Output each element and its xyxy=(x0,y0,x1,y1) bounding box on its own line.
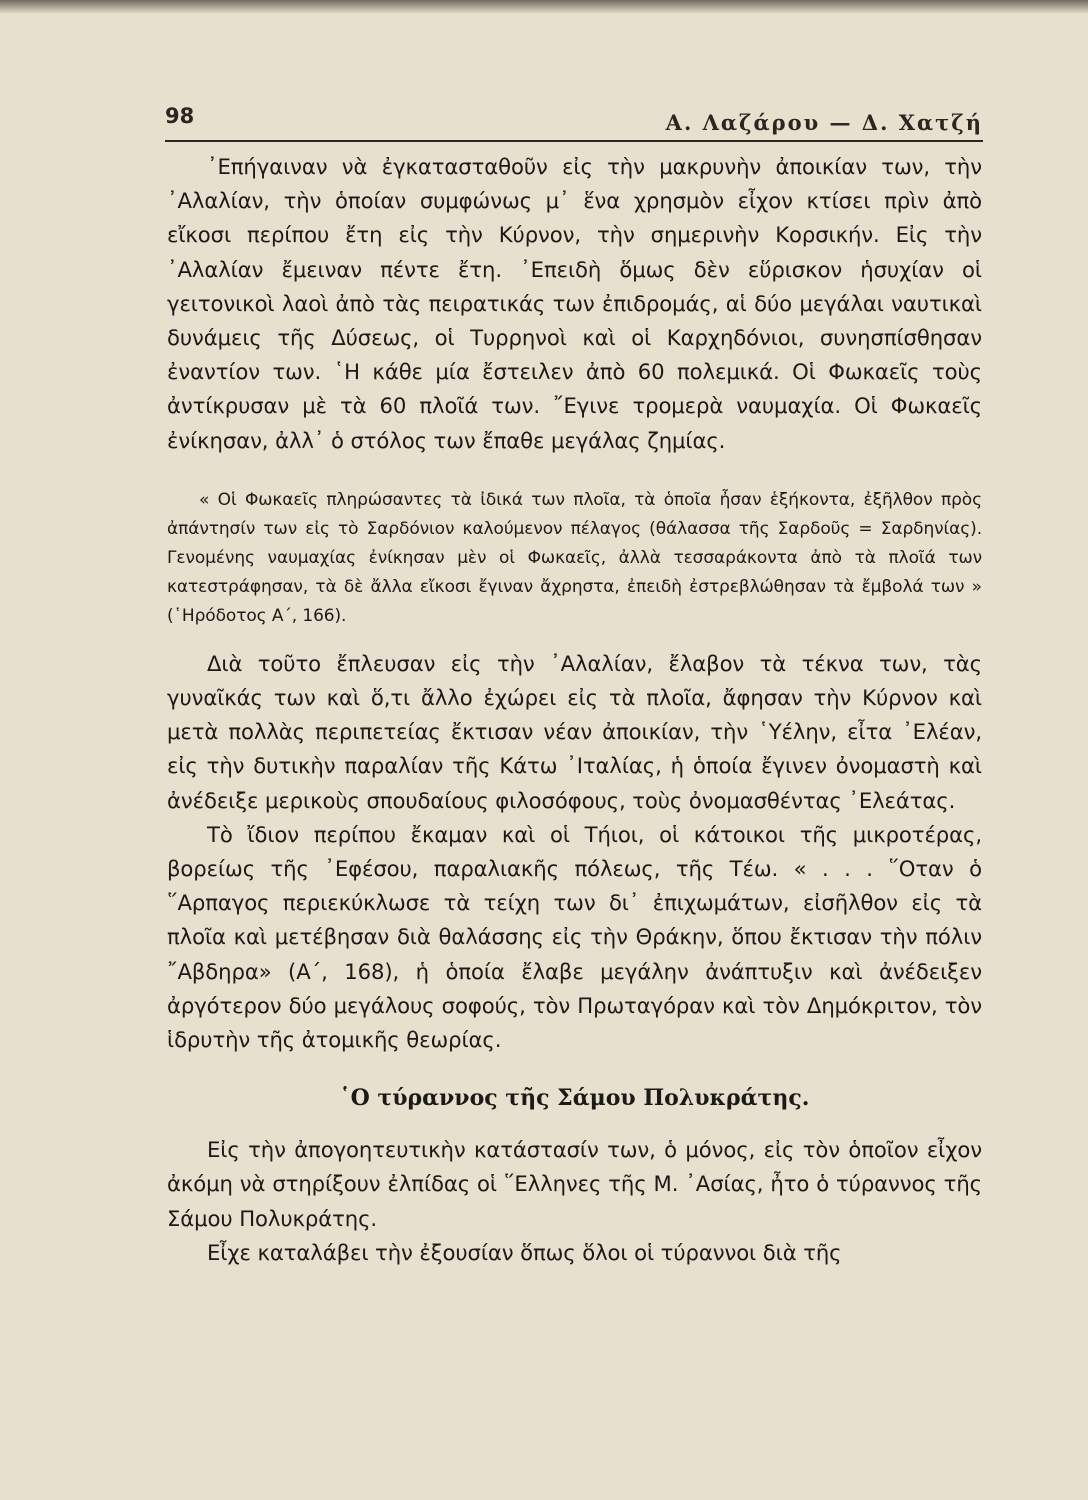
paragraph-1: ᾿Επήγαιναν νὰ ἐγκατασταθοῦν εἰς τὴν μακρυνὴν ἀποικίαν των, τὴν ᾿Αλαλίαν, τὴν ὁποίαν συμφώνως μ᾿ ἕνα χρησμὸν εἶχον κτίσει πρὶν ἀπὸ εἴκοσι περίπου ἔτη εἰς τὴν Κύρνον, τὴν σημερινὴν Κορσικήν. Εἰς τὴν ᾿Αλαλίαν ἔμειναν πέντε ἔτη. ᾿Επειδὴ ὅμως δὲν εὕρισκον ἡσυχίαν οἱ γειτονικοὶ λαοὶ ἀπὸ τὰς πειρατικάς των ἐπιδρομάς, αἱ δύο μεγάλαι ναυτικαὶ δυνάμεις τῆς Δύσεως, οἱ Τυρρηνοὶ καὶ οἱ Καρχηδόνιοι, συνησπίσθησαν ἐναντίον των. ῾Η κάθε μία ἔστειλεν ἀπὸ 60 πολεμικά. Οἱ Φωκαεῖς τοὺς ἀντίκρυσαν μὲ τὰ 60 πλοῖά των. ῎Εγινε τρομερὰ ναυμαχία. Οἱ Φωκαεῖς ἐνίκησαν, ἀλλ᾿ ὁ στόλος των ἔπαθε μεγάλας ζημίας. xyxy=(167,154,982,453)
herodotus-quote: « Οἱ Φωκαεῖς πληρώσαντες τὰ ἰδικά των πλοῖα, τὰ ὁποῖα ἦσαν ἑξήκοντα, ἐξῆλθον πρὸς ἀπάντησίν των εἰς τὸ Σαρδόνιον καλούμενον πέλαγος (θάλασσα τῆς Σαρδοῦς = Σαρδηνίας). Γενομένης ναυμαχίας ἐνίκησαν μὲν οἱ Φωκαεῖς, ἀλλὰ τεσσαράκοντα ἀπὸ τὰ πλοῖά των κατεστράφησαν, τὰ δὲ ἄλλα εἴκοσι ἔγιναν ἄχρηστα, ἐπειδὴ ἐστρεβλώθησαν τὰ ἔμβολά των » (῾Ηρόδοτος Α΄, 166). xyxy=(167,489,982,626)
paragraph-5: Εἶχε καταλάβει τὴν ἐξουσίαν ὅπως ὅλοι οἱ τύραννοι διὰ τῆς xyxy=(207,1239,842,1265)
page-header xyxy=(165,104,983,144)
page-number: 98 xyxy=(165,104,195,128)
paragraph-3: Τὸ ἴδιον περίπου ἔκαμαν καὶ οἱ Τήιοι, οἱ κάτοικοι τῆς μικροτέρας, βορείως τῆς ᾿Εφέσου, παραλιακῆς πόλεως, τῆς Τέω. « . . . ῞Οταν ὁ ῞Αρπαγος περιεκύκλωσε τὰ τείχη των δι᾿ ἐπιχωμάτων, εἰσῆλθον εἰς τὰ πλοῖα καὶ μετέβησαν διὰ θαλάσσης εἰς τὴν Θράκην, ὅπου ἔκτισαν τὴν πόλιν ῎Αβδηρα» (Α΄, 168), ἡ ὁποία ἔλαβε μεγάλην ἀνάπτυξιν καὶ ἀνέδειξεν ἀργότερον δύο μεγάλους σοφούς, τὸν Πρωταγόραν καὶ τὸν Δημόκριτον, τὸν ἱδρυτὴν τῆς ἀτομικῆς θεωρίας. xyxy=(167,821,982,1053)
paragraph-2: Διὰ τοῦτο ἔπλευσαν εἰς τὴν ᾿Αλαλίαν, ἔλαβον τὰ τέκνα των, τὰς γυναῖκάς των καὶ ὅ,τι ἄλλο ἐχώρει εἰς τὰ πλοῖα, ἄφησαν τὴν Κύρνον καὶ μετὰ πολλὰς περιπετείας ἔκτισαν νέαν ἀποικίαν, τὴν ῾Υέλην, εἶτα ᾿Ελέαν, εἰς τὴν δυτικὴν παραλίαν τῆς Κάτω ᾿Ιταλίας, ἡ ὁποία ἔγινεν ὀνομαστὴ καὶ ἀνέδειξε μερικοὺς σπουδαίους φιλοσόφους, τοὺς ὀνομασθέντας ᾿Ελεάτας. xyxy=(167,650,982,813)
section-title: ῾Ο τύραννος τῆς Σάμου Πολυκράτης. xyxy=(339,1085,810,1112)
paragraph-4: Εἰς τὴν ἀπογοητευτικὴν κατάστασίν των, ὁ μόνος, εἰς τὸν ὁποῖον εἶχον ἀκόμη νὰ στηρίξουν ἐλπίδας οἱ ῞Ελληνες τῆς Μ. ᾿Ασίας, ἦτο ὁ τύραννος τῆς Σάμου Πολυκράτης. xyxy=(167,1137,982,1231)
running-head: Α. Λαζάρου — Δ. Χατζή xyxy=(665,110,983,135)
header-rule xyxy=(165,140,983,142)
body-text xyxy=(167,150,982,1270)
